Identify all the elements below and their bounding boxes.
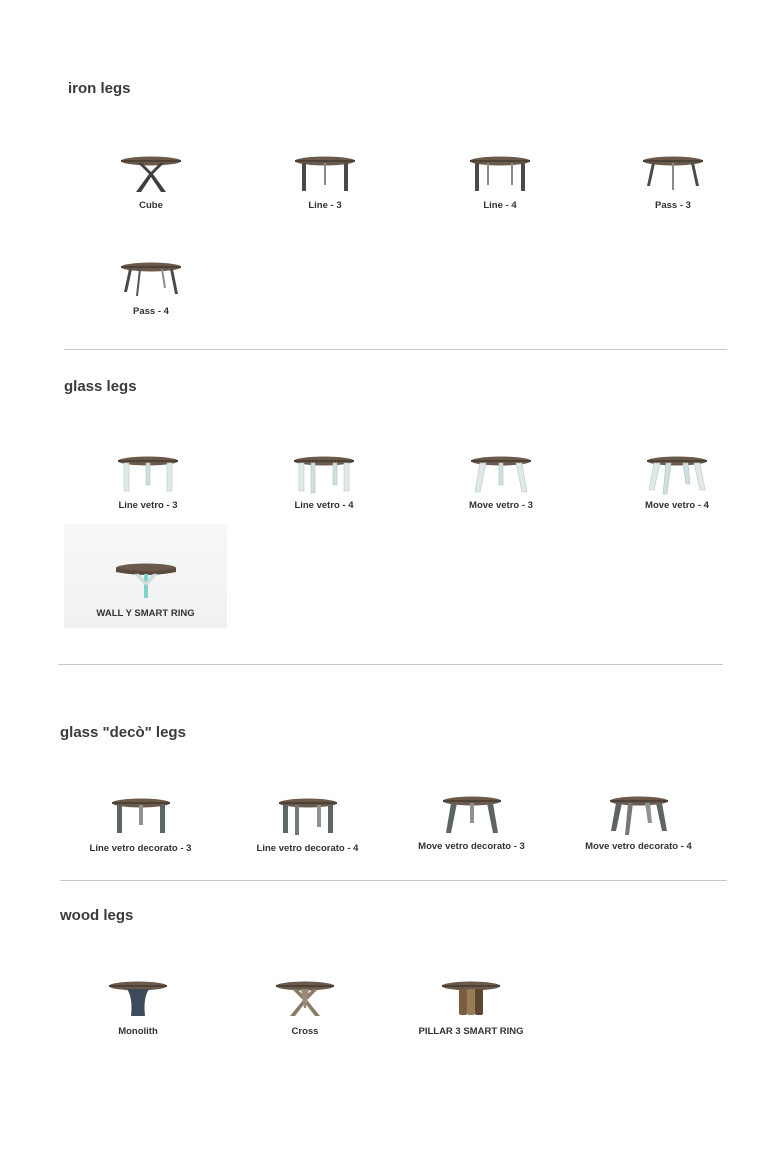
- product-label: Cross: [291, 1026, 319, 1037]
- product-label: PILLAR 3 SMART RING: [418, 1026, 524, 1037]
- product-label: WALL Y SMART RING: [96, 608, 195, 619]
- product-cube[interactable]: [76, 152, 226, 211]
- product-move-vetro-decorato-4[interactable]: [561, 793, 716, 852]
- wall-y-table-image: [111, 560, 181, 604]
- line-vetro-decorato-4-table-image: [273, 795, 343, 839]
- product-label: Move vetro decorato - 4: [585, 841, 692, 852]
- product-wall-y-smart-ring[interactable]: [64, 524, 227, 628]
- product-label: Line - 3: [308, 200, 342, 211]
- product-label: Move vetro - 4: [645, 500, 709, 511]
- move-vetro-3-table-image: [466, 452, 536, 496]
- section-title-wood-legs: wood legs: [60, 907, 134, 924]
- pass-4-table-image: [116, 258, 186, 302]
- section-divider: [58, 664, 723, 665]
- section-title-glass-deco-legs: glass "decò" legs: [60, 724, 186, 741]
- section-divider: [60, 880, 727, 881]
- product-label: Move vetro decorato - 3: [418, 841, 525, 852]
- line-vetro-decorato-3-table-image: [106, 795, 176, 839]
- line-vetro-3-table-image: [113, 452, 183, 496]
- product-move-vetro-3[interactable]: [426, 452, 576, 511]
- product-label: Line vetro - 4: [294, 500, 354, 511]
- product-line-vetro-decorato-3[interactable]: [63, 795, 218, 854]
- move-vetro-decorato-4-table-image: [604, 793, 674, 837]
- move-vetro-decorato-3-table-image: [437, 793, 507, 837]
- product-move-vetro-4[interactable]: [602, 452, 752, 511]
- product-label: Cube: [139, 200, 163, 211]
- product-pass-4[interactable]: [76, 258, 226, 317]
- product-label: Line vetro decorato - 4: [256, 843, 359, 854]
- section-title-glass-legs: glass legs: [64, 378, 137, 395]
- monolith-table-image: [103, 978, 173, 1022]
- pillar-3-table-image: [436, 978, 506, 1022]
- cross-table-image: [270, 978, 340, 1022]
- product-pillar-3-smart-ring[interactable]: [396, 978, 546, 1037]
- product-line-vetro-decorato-4[interactable]: [230, 795, 385, 854]
- line-3-table-image: [290, 152, 360, 196]
- product-monolith[interactable]: [63, 978, 213, 1037]
- product-label: Line - 4: [483, 200, 517, 211]
- product-label: Pass - 4: [133, 306, 169, 317]
- product-pass-3[interactable]: [598, 152, 748, 211]
- pass-3-table-image: [638, 152, 708, 196]
- section-divider: [64, 349, 727, 350]
- section-title-iron-legs: iron legs: [68, 80, 131, 97]
- product-line-3[interactable]: [250, 152, 400, 211]
- line-vetro-4-table-image: [289, 452, 359, 496]
- product-line-vetro-3[interactable]: [73, 452, 223, 511]
- move-vetro-4-table-image: [642, 452, 712, 496]
- product-cross[interactable]: [230, 978, 380, 1037]
- product-label: Line vetro - 3: [118, 500, 178, 511]
- product-label: Pass - 3: [655, 200, 691, 211]
- product-move-vetro-decorato-3[interactable]: [394, 793, 549, 852]
- line-4-table-image: [465, 152, 535, 196]
- product-line-4[interactable]: [425, 152, 575, 211]
- product-label: Line vetro decorato - 3: [89, 843, 192, 854]
- cube-table-image: [116, 152, 186, 196]
- product-label: Move vetro - 3: [469, 500, 533, 511]
- product-label: Monolith: [118, 1026, 158, 1037]
- product-line-vetro-4[interactable]: [249, 452, 399, 511]
